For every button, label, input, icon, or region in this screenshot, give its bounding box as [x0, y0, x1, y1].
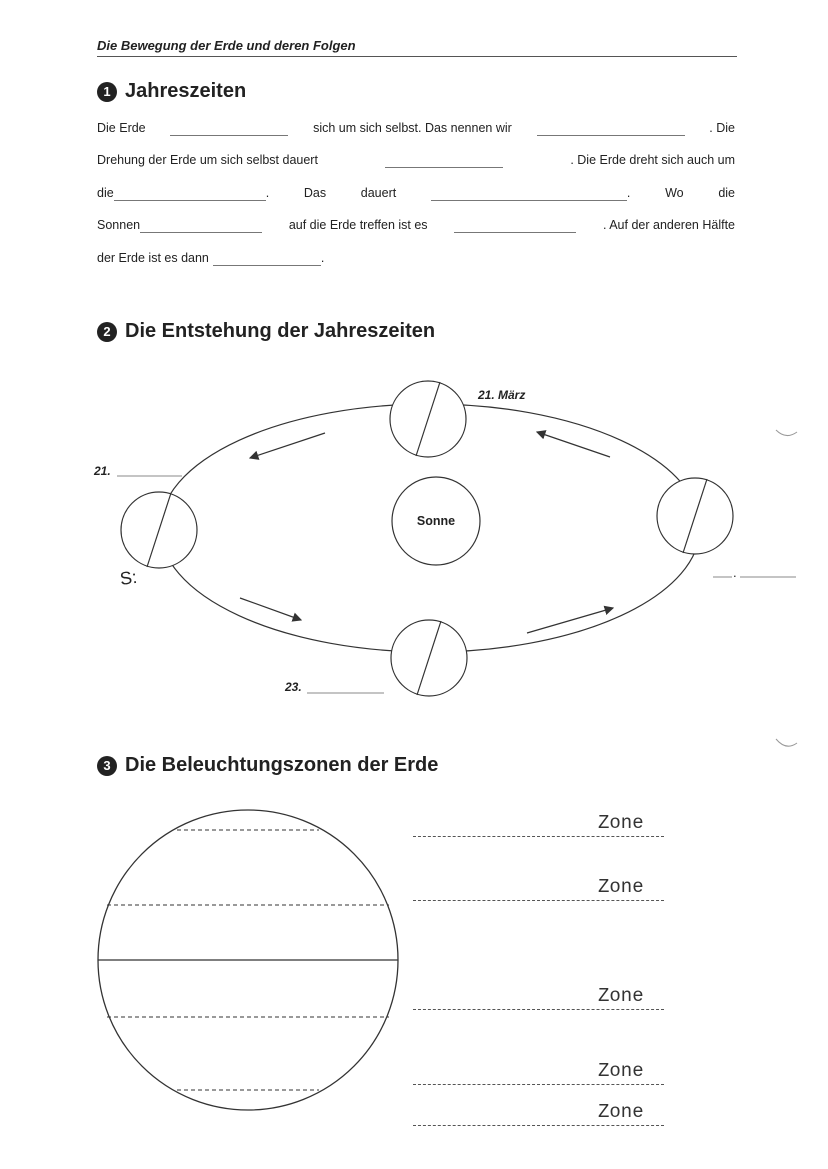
- sun-label: Sonne: [416, 514, 456, 528]
- label-bottom: 23.: [285, 680, 302, 694]
- text-fragment: dauert: [360, 186, 397, 200]
- zone-label: Zone: [598, 985, 644, 1007]
- text-line-4: [97, 217, 735, 233]
- text-fragment: sich um sich selbst. Das nennen wir: [313, 121, 512, 135]
- zone-label: Zone: [598, 812, 644, 834]
- fill-blank[interactable]: [114, 188, 266, 201]
- text-fragment: .: [626, 186, 631, 200]
- text-fragment: Wo: [665, 186, 684, 200]
- text-fragment: Die Erde: [97, 121, 146, 135]
- text-line-2: [97, 152, 735, 168]
- margin-mark: [770, 735, 800, 755]
- arrow-bottom-left: [240, 598, 301, 620]
- text-fragment: die: [718, 186, 735, 200]
- fill-blank[interactable]: [454, 220, 576, 233]
- zone-line[interactable]: [413, 1009, 664, 1010]
- section2-number: 2: [97, 322, 117, 342]
- fill-blank[interactable]: [213, 253, 321, 266]
- text-fragment: Sonnen: [97, 218, 141, 232]
- section1-title: Jahreszeiten: [125, 80, 247, 102]
- text-fragment: auf die Erde treffen ist es: [288, 218, 428, 232]
- earth-zones-diagram: [90, 800, 410, 1120]
- text-fragment: Drehung der Erde um sich selbst dauert: [97, 153, 318, 167]
- fill-blank[interactable]: [140, 220, 262, 233]
- earth-bottom: [391, 620, 467, 696]
- text-fragment: . Auf der anderen Hälfte: [602, 218, 735, 232]
- zone-label: Zone: [598, 876, 644, 898]
- zone-label: Zone: [598, 1060, 644, 1082]
- section2-heading: [97, 320, 435, 343]
- text-line-1: [97, 120, 735, 136]
- arrow-top-left: [250, 433, 325, 458]
- zone-label: Zone: [598, 1101, 644, 1123]
- earth-top: [390, 381, 466, 457]
- worksheet-header: Die Bewegung der Erde und deren Folgen: [97, 38, 356, 53]
- text-fragment: .: [320, 251, 325, 265]
- earth-left: [121, 492, 197, 568]
- zone-line[interactable]: [413, 900, 664, 901]
- text-fragment: Das: [303, 186, 327, 200]
- text-fragment: die: [97, 186, 114, 200]
- fill-blank[interactable]: [431, 188, 627, 201]
- earth-right: [657, 478, 733, 554]
- arrow-top-right: [537, 432, 610, 457]
- text-fragment: . Die: [709, 121, 735, 135]
- text-fragment: der Erde ist es dann: [97, 251, 209, 265]
- zone-line[interactable]: [413, 1084, 664, 1085]
- fill-blank[interactable]: [385, 155, 503, 168]
- handwriting-note: S:: [118, 566, 139, 590]
- text-fragment: . Die Erde dreht sich auch um: [570, 153, 735, 167]
- zone-line[interactable]: [413, 1125, 664, 1126]
- label-left: 21.: [94, 464, 111, 478]
- zone-line[interactable]: [413, 836, 664, 837]
- margin-mark: [776, 430, 797, 436]
- orbit-diagram: [0, 360, 828, 720]
- section3-title: Die Beleuchtungszonen der Erde: [125, 754, 439, 776]
- label-right-dot: .: [733, 565, 737, 580]
- section1-number: 1: [97, 82, 117, 102]
- fill-blank[interactable]: [537, 123, 685, 136]
- section3-number: 3: [97, 756, 117, 776]
- section1-heading: [97, 80, 246, 103]
- arrow-bottom-right: [527, 608, 613, 633]
- text-line-3: [97, 185, 735, 201]
- fill-blank[interactable]: [170, 123, 288, 136]
- section3-heading: [97, 754, 438, 777]
- text-line-5: [97, 250, 735, 266]
- section2-title: Die Entstehung der Jahreszeiten: [125, 320, 436, 342]
- label-march: 21. März: [478, 388, 526, 402]
- text-fragment: .: [265, 186, 270, 200]
- header-rule: [97, 56, 737, 57]
